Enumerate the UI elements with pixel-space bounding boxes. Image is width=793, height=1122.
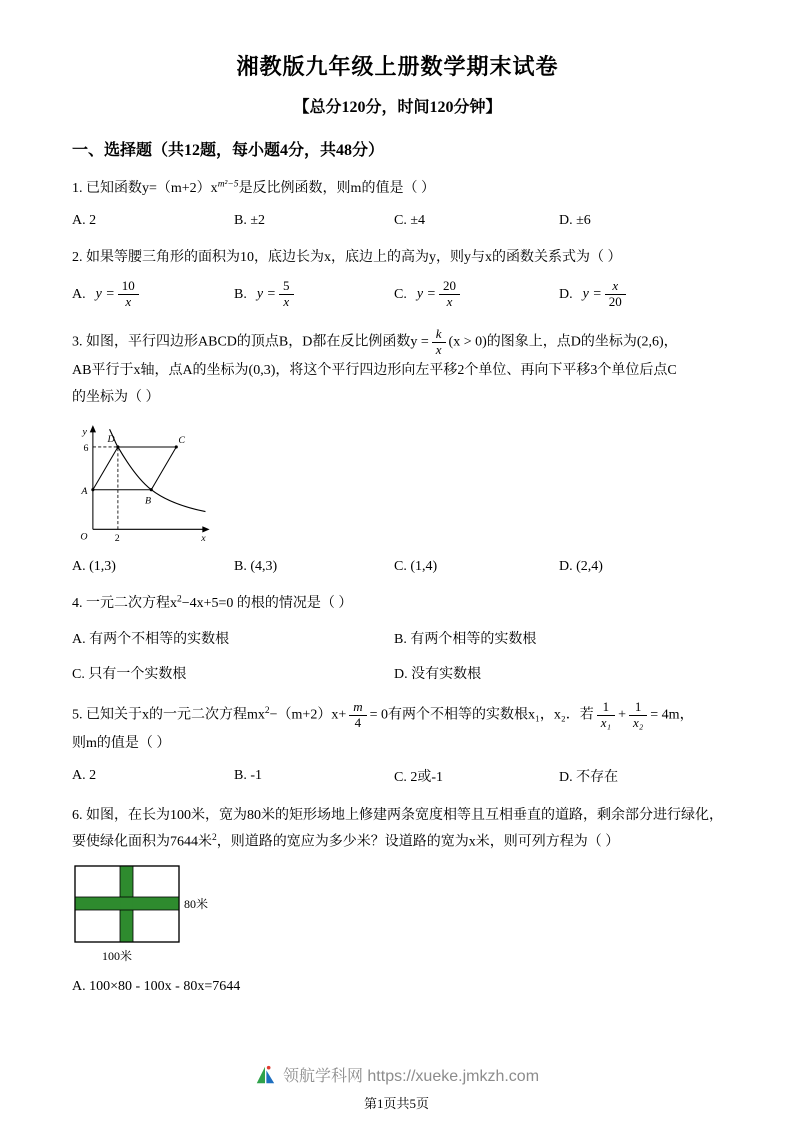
q5-stem-line-2: 则m的值是（ ） xyxy=(72,736,171,752)
q4-option-a: A. 有两个不相等的实数根 xyxy=(72,632,230,648)
q6-stem xyxy=(72,803,723,857)
q2-option-d-numerator: x xyxy=(605,279,626,295)
q2-option-b-lhs: y = xyxy=(256,286,277,302)
q6-exponent: 2 xyxy=(212,833,217,844)
q5-stem-text-1: 5. 已知关于x的一元二次方程mx xyxy=(72,707,265,723)
q3-stem-line-1 xyxy=(72,327,723,358)
q4-option-b: B. 有两个相等的实数根 xyxy=(394,632,537,648)
q2-options xyxy=(72,279,723,310)
q3-stem xyxy=(72,327,723,411)
q2-option-d-label: D. xyxy=(559,286,573,302)
question-4 xyxy=(72,592,723,683)
q5-plus-sign: + xyxy=(618,707,626,723)
q3-option-a: A. (1,3) xyxy=(72,559,116,575)
q3-stem-text-2: (x > 0)的图象上，点D的坐标为(2,6)， xyxy=(448,334,678,350)
q2-option-a-fraction xyxy=(118,279,139,310)
x-axis-label: x xyxy=(201,532,206,544)
q4-stem xyxy=(72,592,723,615)
q5-exponent: 2 xyxy=(264,706,270,717)
point-d-label: D xyxy=(107,433,115,445)
question-3 xyxy=(72,327,723,575)
q2-option-c-lhs: y = xyxy=(416,286,437,302)
q2-option-d-denominator: 20 xyxy=(608,294,622,310)
q2-option-b-fraction xyxy=(279,279,294,310)
q1-stem xyxy=(72,177,723,200)
q2-option-c-numerator: 20 xyxy=(439,279,460,295)
q3-option-c: C. (1,4) xyxy=(394,559,438,575)
q5-options xyxy=(72,766,723,786)
y-tick-6: 6 xyxy=(83,443,89,455)
q5-stem-line-1 xyxy=(72,700,723,731)
q2-option-a-denominator: x xyxy=(125,294,132,310)
logo-sail-right xyxy=(266,1070,274,1083)
q1-option-c: C. ±4 xyxy=(394,213,426,229)
q5-one-over-x1-fraction xyxy=(597,700,615,731)
q6-stem-text-2: ，则道路的宽应为多少米？设道路的宽为x米，则可列方程为（ ） xyxy=(216,834,620,850)
q1-exponent: m²−5 xyxy=(217,179,239,190)
parallelogram-side-ad xyxy=(93,447,118,490)
q2-option-d-lhs: y = xyxy=(582,286,602,302)
parallelogram-side-bc xyxy=(151,447,176,490)
q1-option-d: D. ±6 xyxy=(559,213,591,229)
q5-option-b: B. -1 xyxy=(234,767,262,783)
q2-option-b-label: B. xyxy=(234,286,247,302)
q1-option-a: A. 2 xyxy=(72,213,97,229)
q4-options xyxy=(72,628,723,683)
q5-f3-numerator: 1 xyxy=(629,700,647,716)
point-b-label: B xyxy=(145,495,152,507)
q3-k-over-x-fraction xyxy=(432,327,446,358)
q2-option-b xyxy=(234,279,394,310)
q2-option-c-denominator: x xyxy=(446,294,453,310)
q2-option-d xyxy=(559,279,723,310)
q5-stem-text-3: = 0有两个不相等的实数根x₁，x₂．若 xyxy=(369,707,594,723)
x-axis-arrow xyxy=(202,526,209,532)
q5-f2-denominator: x₁ xyxy=(600,715,612,731)
q5-option-a: A. 2 xyxy=(72,767,97,783)
q3-stem-text-1: 3. 如图，平行四边形ABCD的顶点B，D都在反比例函数y = xyxy=(72,334,429,350)
q2-option-d-fraction xyxy=(605,279,626,310)
q5-f1-denominator: 4 xyxy=(354,715,362,731)
origin-label: O xyxy=(80,531,88,543)
question-5 xyxy=(72,700,723,785)
exam-subtitle: 【总分120分，时间120分钟】 xyxy=(293,99,502,116)
watermark xyxy=(0,1063,793,1086)
logo-sail-left xyxy=(257,1066,265,1083)
q2-option-a-numerator: 10 xyxy=(118,279,139,295)
q2-option-c-fraction xyxy=(439,279,460,310)
q2-option-a-label: A. xyxy=(72,286,86,302)
q2-option-c-label: C. xyxy=(394,286,407,302)
q1-stem-text-2: 是反比例函数，则m的值是（ ） xyxy=(238,181,435,196)
q2-option-b-denominator: x xyxy=(283,294,290,310)
y-axis-label: y xyxy=(82,426,87,438)
exam-title: 湘教版九年级上册数学期末试卷 xyxy=(236,54,559,79)
q3-options xyxy=(72,559,723,575)
q1-options xyxy=(72,213,723,229)
section-heading: 一、选择题（共12题，每小题4分，共48分） xyxy=(72,142,385,159)
q5-f3-denominator: x₂ xyxy=(632,715,644,731)
q5-f1-numerator: m xyxy=(349,700,366,716)
point-c-dot xyxy=(175,446,178,449)
q5-stem-text-4: = 4m， xyxy=(650,707,694,723)
q5-option-d: D. 不存在 xyxy=(559,769,619,785)
q4-option-c: C. 只有一个实数根 xyxy=(72,667,187,683)
q1-option-b: B. ±2 xyxy=(234,213,266,229)
q6-option-a: A. 100×80 - 100x - 80x=7644 xyxy=(72,978,241,994)
q1-stem-text: 1. 已知函数y=（m+2）x xyxy=(72,181,218,196)
q3-figure-graph xyxy=(72,423,218,546)
question-6 xyxy=(72,803,723,995)
site-logo-icon xyxy=(254,1064,276,1086)
q3-fraction-denominator: x xyxy=(435,342,442,357)
q3-option-b: B. (4,3) xyxy=(234,559,278,575)
q5-f2-numerator: 1 xyxy=(597,700,615,716)
q4-exponent: 2 xyxy=(177,594,182,605)
q4-stem-text: 4. 一元二次方程x xyxy=(72,596,177,612)
q2-option-a xyxy=(72,279,234,310)
point-a-dot xyxy=(91,488,94,491)
q6-stem-line-1: 6. 如图，在长为100米，宽为80米的矩形场地上修建两条宽度相等且互相垂直的道路，剩余部分进行绿化， xyxy=(72,807,723,823)
q2-option-c xyxy=(394,279,559,310)
q3-option-d: D. (2,4) xyxy=(559,559,603,575)
q3-fraction-numerator: k xyxy=(432,327,446,343)
q5-stem-text-2: −（m+2）x+ xyxy=(269,707,347,723)
point-a-label: A xyxy=(81,486,88,498)
point-d-dot xyxy=(116,446,119,449)
q5-one-over-x2-fraction xyxy=(629,700,647,731)
q6-figure-field xyxy=(74,865,284,969)
q2-option-a-lhs: y = xyxy=(95,286,115,302)
field-length-label: 100米 xyxy=(102,948,133,963)
q4-stem-text-2: −4x+5=0 的根的情况是（ ） xyxy=(181,596,353,612)
point-c-label: C xyxy=(178,434,185,446)
question-1 xyxy=(72,177,723,229)
road-intersection xyxy=(121,897,133,909)
q6-stem-line-2 xyxy=(72,829,723,856)
q5-m-over-4-fraction xyxy=(349,700,366,731)
q5-option-c: C. 2或-1 xyxy=(394,769,443,785)
logo-dot xyxy=(267,1065,271,1069)
y-axis-arrow xyxy=(90,425,96,432)
page-number: 第1页共5页 xyxy=(363,1096,429,1111)
q4-option-d: D. 没有实数根 xyxy=(394,667,482,683)
point-b-dot xyxy=(150,488,153,491)
watermark-text: 领航学科网 https://xueke.jmkzh.com xyxy=(282,1068,540,1085)
q3-stem-line-3: 的坐标为（ ） xyxy=(72,389,160,405)
x-tick-2: 2 xyxy=(114,532,120,544)
question-2 xyxy=(72,246,723,310)
q3-stem-line-2: AB平行于x轴，点A的坐标为(0,3)，将这个平行四边形向左平移2个单位、再向下平移3个单位后点C xyxy=(72,362,677,378)
q2-stem: 2. 如果等腰三角形的面积为10，底边长为x，底边上的高为y，则y与x的函数关系式为（ ） xyxy=(72,250,622,266)
field-width-label: 80米 xyxy=(184,896,209,911)
q5-stem xyxy=(72,700,723,757)
hyperbola-curve xyxy=(110,429,206,511)
q2-option-b-numerator: 5 xyxy=(279,279,294,295)
q6-stem-text-1: 要使绿化面积为7644米 xyxy=(72,834,212,850)
